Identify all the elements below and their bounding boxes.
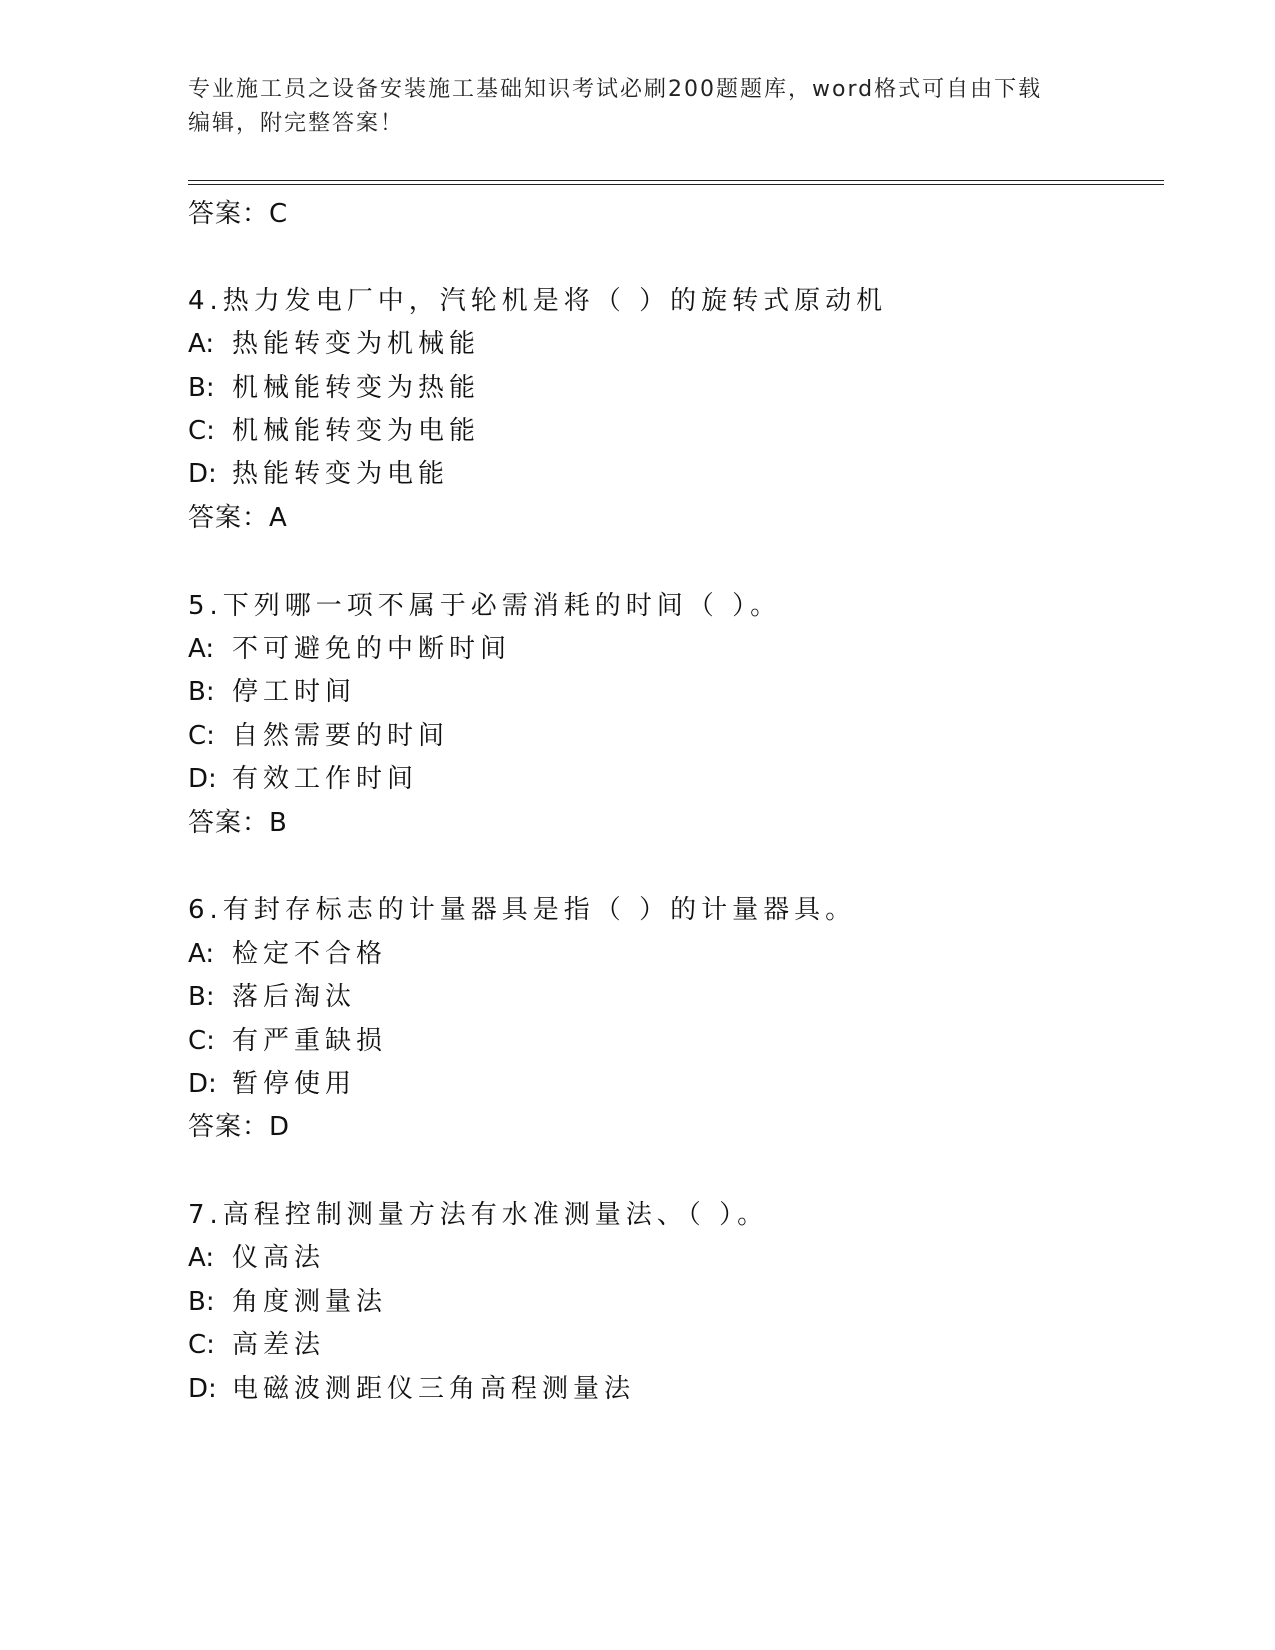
question-6-option-b xyxy=(188,976,356,1013)
option-text: 高差法 xyxy=(232,1330,326,1360)
question-6-option-a xyxy=(188,933,387,970)
option-text: 角度测量法 xyxy=(232,1287,388,1317)
question-4-answer: 答案：A xyxy=(188,503,288,533)
question-5-option-c xyxy=(188,715,449,752)
option-text: 自然需要的时间 xyxy=(232,721,450,751)
option-label: A: xyxy=(188,634,215,664)
question-4-option-c xyxy=(188,410,480,447)
option-label: C: xyxy=(188,1026,215,1056)
question-4-option-d xyxy=(188,453,449,490)
option-text: 机械能转变为热能 xyxy=(232,373,481,403)
option-label: B: xyxy=(188,1287,215,1317)
question-5-answer: 答案：B xyxy=(188,808,288,838)
question-7-option-a xyxy=(188,1237,325,1274)
option-text: 有严重缺损 xyxy=(232,1026,388,1056)
option-label: D: xyxy=(188,1374,217,1404)
option-text: 暂停使用 xyxy=(232,1069,357,1099)
question-4-option-a xyxy=(188,323,480,360)
option-label: A: xyxy=(188,939,215,969)
question-7-option-b xyxy=(188,1281,387,1318)
question-7: 7.高程控制测量方法有水准测量法、（ ）。 xyxy=(188,1200,769,1230)
question-7-option-d xyxy=(188,1368,635,1405)
question-4-option-b xyxy=(188,367,480,404)
option-label: B: xyxy=(188,982,215,1012)
option-label: A: xyxy=(188,1243,215,1273)
option-label: C: xyxy=(188,416,215,446)
document-header xyxy=(188,73,1088,141)
option-label: B: xyxy=(188,373,215,403)
option-label: D: xyxy=(188,459,217,489)
question-5-option-b xyxy=(188,671,356,708)
header-line-1: 专业施工员之设备安装施工基础知识考试必刷200题题库，word格式可自由下载 xyxy=(188,77,1043,102)
option-text: 仪高法 xyxy=(232,1243,326,1273)
option-text: 机械能转变为电能 xyxy=(232,416,481,446)
header-divider-top xyxy=(188,180,1164,181)
option-text: 不可避免的中断时间 xyxy=(232,634,512,664)
option-text: 电磁波测距仪三角高程测量法 xyxy=(232,1374,636,1404)
option-text: 检定不合格 xyxy=(232,939,388,969)
option-label: D: xyxy=(188,1069,217,1099)
option-text: 落后淘汰 xyxy=(232,982,357,1012)
header-line-2: 编辑，附完整答案！ xyxy=(188,111,405,136)
header-divider-bottom xyxy=(188,184,1164,185)
option-label: B: xyxy=(188,677,215,707)
question-6-answer: 答案：D xyxy=(188,1112,291,1142)
option-label: C: xyxy=(188,721,215,751)
question-5: 5.下列哪一项不属于必需消耗的时间（ ）。 xyxy=(188,591,782,621)
question-7-option-c xyxy=(188,1324,325,1361)
question-6-option-c xyxy=(188,1020,387,1057)
option-label: C: xyxy=(188,1330,215,1360)
option-label: A: xyxy=(188,329,215,359)
answer-previous: 答案：C xyxy=(188,199,289,229)
option-text: 停工时间 xyxy=(232,677,357,707)
option-text: 热能转变为电能 xyxy=(232,459,450,489)
option-text: 热能转变为机械能 xyxy=(232,329,481,359)
question-6-option-d xyxy=(188,1063,356,1100)
question-5-option-d xyxy=(188,758,418,795)
question-4: 4.热力发电厂中，汽轮机是将（ ）的旋转式原动机 xyxy=(188,286,888,316)
question-6: 6.有封存标志的计量器具是指（ ）的计量器具。 xyxy=(188,895,857,925)
question-5-option-a xyxy=(188,628,511,665)
option-text: 有效工作时间 xyxy=(232,764,419,794)
option-label: D: xyxy=(188,764,217,794)
